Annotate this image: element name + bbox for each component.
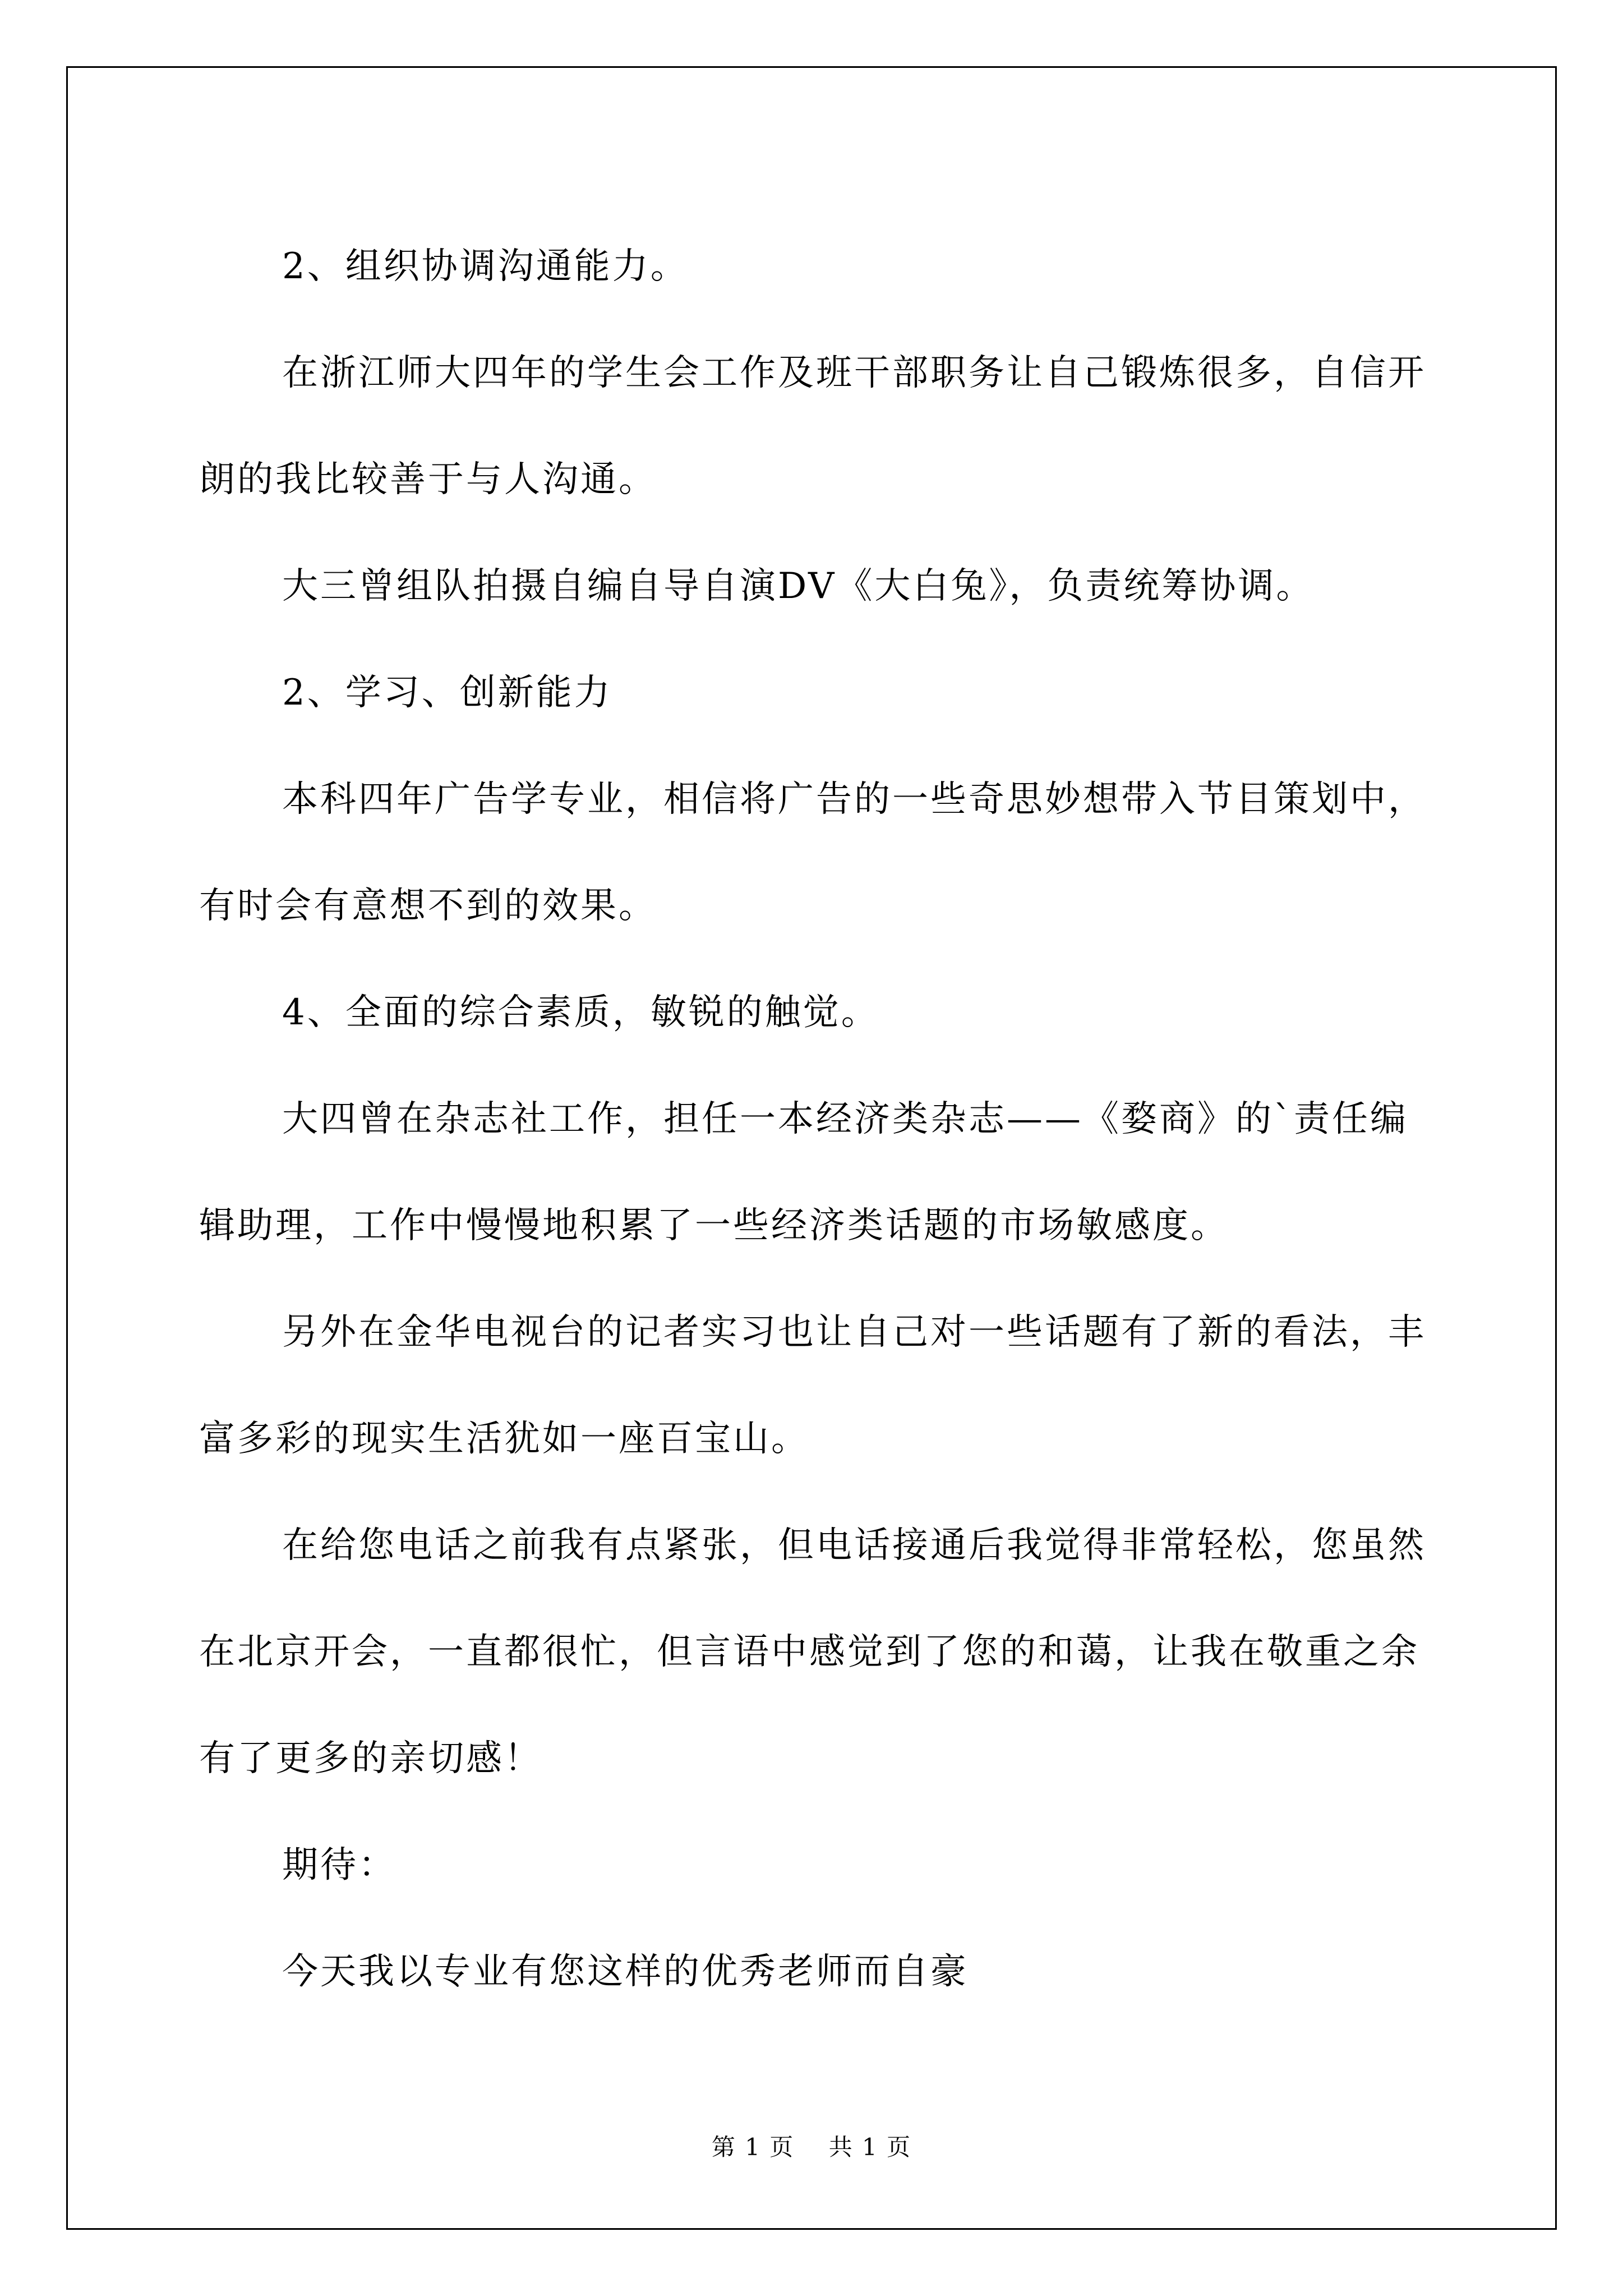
page-total: 共 1 页: [828, 2133, 912, 2161]
paragraph-11: 今天我以专业有您这样的优秀老师而自豪: [282, 1951, 969, 1993]
paragraph-1: 2、组织协调沟通能力。: [282, 246, 689, 287]
paragraph-10: 期待：: [282, 1844, 396, 1886]
paragraph-3: 大三曾组队拍摄自编自导自演DV《大白兔》，负责统筹协调。: [282, 565, 1315, 607]
page-number: 第 1 页: [711, 2133, 795, 2161]
paragraph-6: 4、全面的综合素质，敏锐的触觉。: [282, 992, 879, 1033]
paragraph-9: 在给您电话之前我有点紧张，但电话接通后我觉得非常轻松，您虽然在北京开会，一直都很忙，但言语中感觉到了您的和蔼，让我在敬重之余有了更多的亲切感！: [199, 1525, 1426, 1779]
paragraph-2: 在浙江师大四年的学生会工作及班干部职务让自己锻炼很多，自信开朗的我比较善于与人沟通。: [199, 352, 1426, 500]
page-footer: [0, 2129, 1623, 2162]
document-body: [199, 213, 1433, 2025]
paragraph-7: 大四曾在杂志社工作，担任一本经济类杂志——《婺商》的`责任编辑助理，工作中慢慢地积累了一些经济类话题的市场敏感度。: [199, 1098, 1408, 1246]
paragraph-4: 2、学习、创新能力: [282, 672, 612, 714]
paragraph-8: 另外在金华电视台的记者实习也让自己对一些话题有了新的看法，丰富多彩的现实生活犹如一座百宝山。: [199, 1312, 1426, 1460]
paragraph-5: 本科四年广告学专业，相信将广告的一些奇思妙想带入节目策划中，有时会有意想不到的效果。: [199, 779, 1426, 927]
